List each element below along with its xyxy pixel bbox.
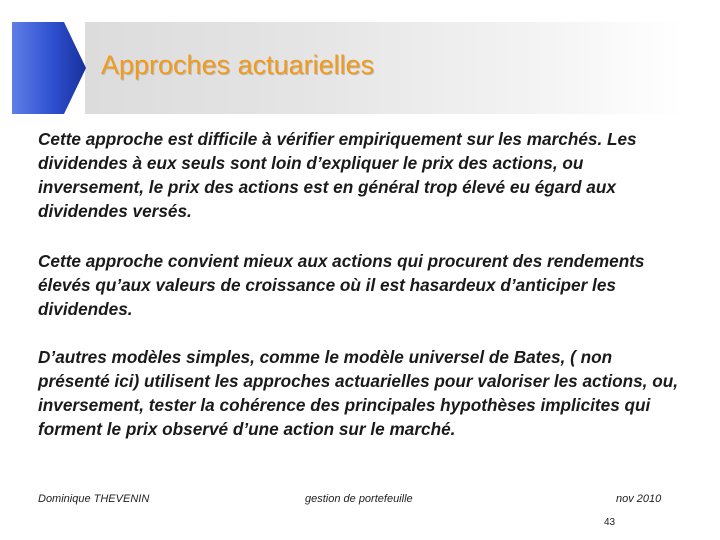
footer-date: nov 2010 <box>616 493 662 505</box>
paragraph-2: Cette approche convient mieux aux actions qui procurent des rendements élevés qu’aux valeurs de croissance où il est hasardeux d’anticiper les dividendes. <box>38 251 645 319</box>
footer-author: Dominique THEVENIN <box>38 493 150 505</box>
paragraph-3: D’autres modèles simples, comme le modèle universel de Bates, ( non présenté ici) utilisent les approches actuarielles pour valoriser les actions, ou, inversement, tester la cohérence des principales hypothèses implicites qui forment le prix observé d’une action sur le marché. <box>38 347 678 439</box>
paragraph-1: Cette approche est difficile à vérifier empiriquement sur les marchés. Les dividendes à eux seuls sont loin d’expliquer le prix des actions, ou inversement, le prix des actions est en général trop élevé eu égard aux dividendes versés. <box>38 129 637 221</box>
blue-chevron-icon <box>12 22 86 114</box>
page-number: 43 <box>604 517 616 528</box>
footer-course: gestion de portefeuille <box>305 493 413 505</box>
slide-title: Approches actuarielles <box>101 50 375 80</box>
